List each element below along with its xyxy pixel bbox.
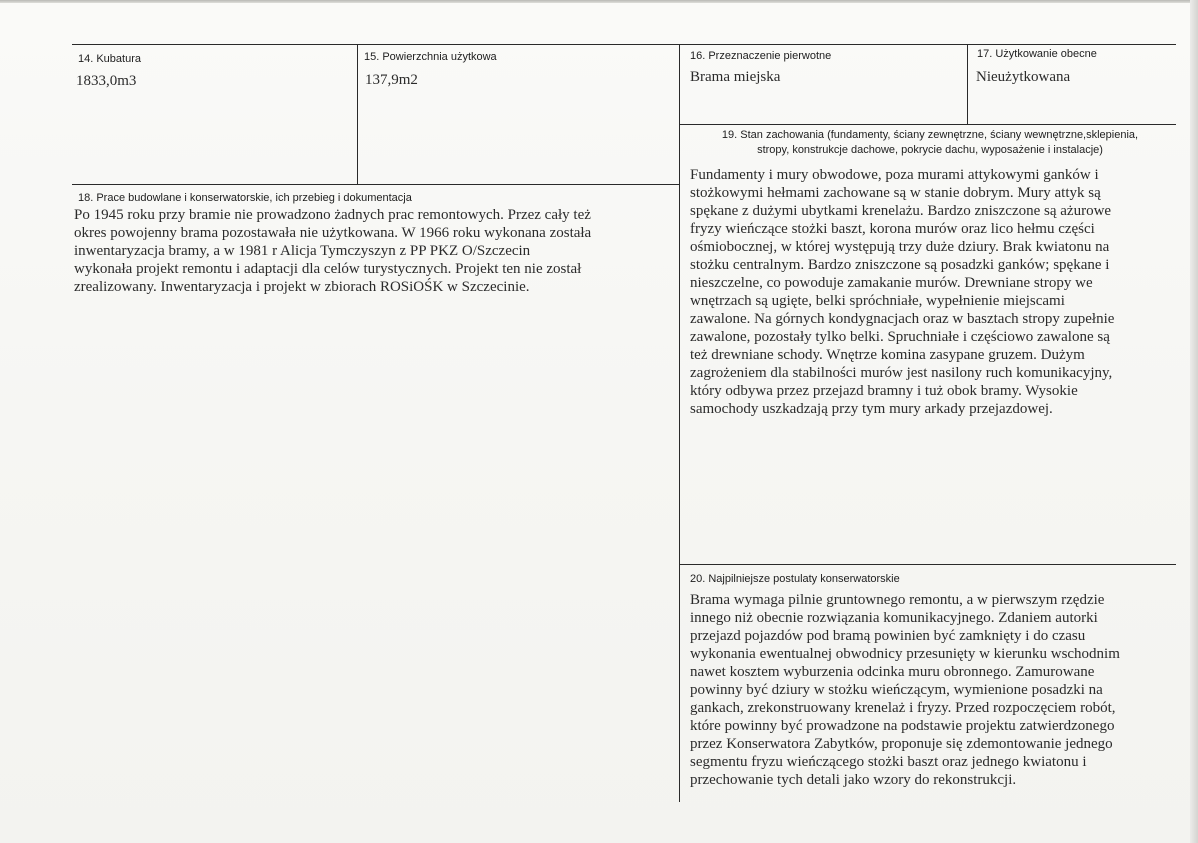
- scan-edge-right: [1190, 0, 1198, 843]
- text-line: zrealizowany. Inwentaryzacja i projekt w zbiorach ROSiOŚK w Szczecinie.: [74, 279, 530, 295]
- row-divider-right-lower: [679, 564, 1176, 565]
- field-17-label: 17. Użytkowanie obecne: [977, 48, 1097, 60]
- field-15-label: 15. Powierzchnia użytkowa: [364, 51, 497, 63]
- field-14-value: 1833,0m3: [76, 73, 137, 89]
- text-line: ośmiobocznej, w której występują trzy duże dziury. Brak kwiatonu na: [690, 239, 1110, 255]
- field-16-label: 16. Przeznaczenie pierwotne: [690, 50, 832, 62]
- field-15-value: 137,9m2: [365, 72, 418, 88]
- text-line: Brama wymaga pilnie gruntownego remontu, a w pierwszym rzędzie: [690, 592, 1105, 608]
- field-20-text: [690, 591, 1120, 789]
- column-divider-14-15: [357, 44, 358, 184]
- text-line: wykonania ewentualnej obwodnicy przesunięty w kierunku wschodnim: [690, 646, 1120, 662]
- text-line: zawalone, pozostały tylko belki. Spruchniałe i częściowo zawalone są: [690, 329, 1110, 345]
- text-line: powinny być dziury w stożku wieńczącym, wymienione posadzki na: [690, 682, 1103, 698]
- text-line: które powinny być prowadzone na podstawie projektu zatwierdzonego: [690, 718, 1115, 734]
- field-18-label: 18. Prace budowlane i konserwatorskie, ich przebieg i dokumentacja: [78, 192, 412, 204]
- text-line: przez Konserwatora Zabytków, proponuje się zdemontowanie jednego: [690, 736, 1113, 752]
- text-line: stożku centralnym. Bardzo zniszczone są posadzki ganków; spękane i: [690, 257, 1110, 273]
- text-line: przechowanie tych detali jako wzory do rekonstrukcji.: [690, 772, 1017, 788]
- text-line: gankach, zrekonstruowany krenelaż i fryzy. Przed rozpoczęciem robót,: [690, 700, 1116, 716]
- text-line: który odbywa przez przejazd bramny i tuż obok bramy. Wysokie: [690, 383, 1078, 399]
- text-line: Fundamenty i mury obwodowe, poza murami attykowymi ganków i: [690, 167, 1099, 183]
- text-line: zagrożeniem dla stabilności murów jest nasilony ruch komunikacyjny,: [690, 365, 1113, 381]
- field-14-label: 14. Kubatura: [78, 53, 141, 65]
- row-divider-right-upper: [679, 124, 1176, 125]
- text-line: fryzy wieńczące stożki baszt, korona murów oraz lico hełmu części: [690, 221, 1095, 237]
- field-19-label: [686, 128, 1174, 158]
- text-line: samochody uszkadzają przy tym mury arkady przejazdowej.: [690, 401, 1053, 417]
- text-line: stożkowymi hełmami zachowane są w stanie dobrym. Mury attyk są: [690, 185, 1101, 201]
- field-18-text: [74, 206, 591, 296]
- field-19-label-line-2: stropy, konstrukcje dachowe, pokrycie dachu, wyposażenie i instalacje): [757, 144, 1103, 156]
- field-17-value: Nieużytkowana: [976, 69, 1071, 85]
- text-line: nieszczelne, co powoduje zamakanie murów. Drewniane stropy we: [690, 275, 1093, 291]
- form-top-border: [72, 44, 1176, 45]
- field-20-label: 20. Najpilniejsze postulaty konserwatorskie: [690, 573, 900, 585]
- field-16-value: Brama miejska: [690, 69, 781, 85]
- text-line: przejazd pojazdów pod bramą powinien być zamknięty i do czasu: [690, 628, 1086, 644]
- text-line: nawet kosztem wyburzenia odcinka muru obronnego. Zamurowane: [690, 664, 1095, 680]
- text-line: też drewniane schody. Wnętrze komina zasypane gruzem. Dużym: [690, 347, 1085, 363]
- text-line: segmentu fryzu wieńczącego stożki baszt oraz jednego kwiatonu i: [690, 754, 1087, 770]
- text-line: okres powojenny brama pozostawała nie użytkowana. W 1966 roku wykonana została: [74, 225, 592, 241]
- text-line: Po 1945 roku przy bramie nie prowadzono żadnych prac remontowych. Przez cały też: [74, 207, 591, 223]
- text-line: inwentaryzacja bramy, a w 1981 r Alicja Tymczyszyn z PP PKZ O/Szczecin: [74, 243, 531, 259]
- text-line: wykonała projekt remontu i adaptacji dla celów turystycznych. Projekt ten nie został: [74, 261, 582, 277]
- text-line: spękane z dużymi ubytkami krenelażu. Bardzo zniszczone są ażurowe: [690, 203, 1112, 219]
- row-divider-left: [72, 184, 679, 185]
- field-19-text: [690, 166, 1114, 418]
- column-divider-center: [679, 44, 680, 802]
- text-line: wnętrzach są ugięte, belki spróchniałe, wypełnienie miejscami: [690, 293, 1065, 309]
- field-19-label-line-1: 19. Stan zachowania (fundamenty, ściany zewnętrzne, ściany wewnętrzne,sklepienia,: [721, 129, 1139, 141]
- text-line: innego niż obecnie rozwiązania komunikacyjnego. Zdaniem autorki: [690, 610, 1098, 626]
- column-divider-16-17: [967, 44, 968, 124]
- text-line: zawalone. Na górnych kondygnacjach oraz w basztach stropy zupełnie: [690, 311, 1115, 327]
- scan-edge-top: [0, 0, 1198, 3]
